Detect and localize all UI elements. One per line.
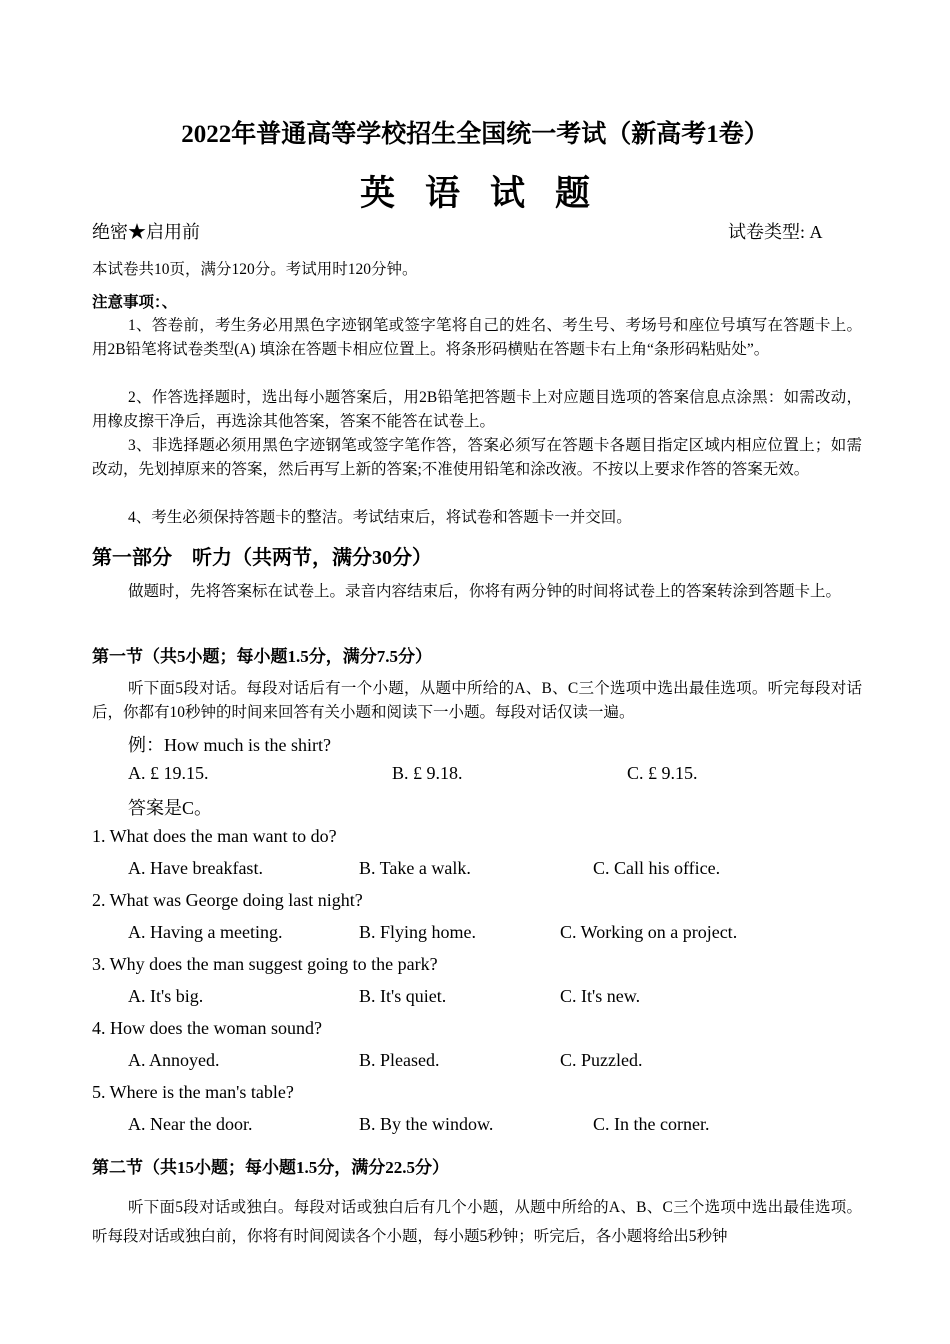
section2-instruction: 听下面5段对话或独白。每段对话或独白后有几个小题，从题中所给的A、B、C三个选项中选出最佳选项。听每段对话或独白前，你将有时间阅读各个小题，每小题5秒钟；听完后，各小题将给出5秒钟: [92, 1199, 862, 1245]
note-3: 3、非选择题必须用黑色字迹钢笔或签字笔作答，答案必须写在答题卡各题目指定区域内相应位置上；如需改动，先划掉原来的答案，然后再写上新的答案;不准使用铅笔和涂改液。不按以上要求作答的答案无效。: [92, 437, 862, 478]
subject-title: 英语试题: [359, 174, 620, 213]
exam-title: 2022年普通高等学校招生全国统一考试（新高考1卷）: [181, 121, 769, 148]
question-4-option-b: B. Pleased.: [359, 1050, 440, 1070]
question-2-option-c: C. Working on a project.: [560, 922, 738, 942]
example-option-a: A. £ 19.15.: [128, 763, 209, 783]
part1-instruction: 做题时，先将答案标在试卷上。录音内容结束后，你将有两分钟的时间将试卷上的答案转涂到答题卡上。: [128, 583, 842, 600]
question-4-option-a: A. Annoyed.: [128, 1050, 220, 1070]
question-1-option-c: C. Call his office.: [593, 858, 721, 878]
question-2-option-b: B. Flying home.: [359, 922, 477, 942]
example-option-c: C. £ 9.15.: [627, 763, 698, 783]
question-2: 2. What was George doing last night?: [92, 890, 363, 910]
question-5-option-a: A. Near the door.: [128, 1114, 253, 1134]
example-answer: 答案是C。: [128, 798, 213, 818]
question-3-option-a: A. It's big.: [128, 986, 204, 1006]
exam-summary: 本试卷共10页，满分120分。考试用时120分钟。: [92, 261, 418, 278]
question-3-option-b: B. It's quiet.: [359, 986, 447, 1006]
section2-heading: 第二节（共15小题；每小题1.5分，满分22.5分）: [92, 1158, 449, 1177]
question-2-option-a: A. Having a meeting.: [128, 922, 283, 942]
part1-heading: 第一部分 听力（共两节，满分30分）: [92, 547, 432, 569]
example-question: 例：How much is the shirt?: [128, 735, 331, 755]
note-1: 1、答卷前，考生务必用黑色字迹钢笔或签字笔将自己的姓名、考生号、考场号和座位号填写在答题卡上。用2B铅笔将试卷类型(A) 填涂在答题卡相应位置上。将条形码横贴在答题卡右上角“条形码粘贴处”。: [92, 317, 862, 358]
example-option-b: B. £ 9.18.: [392, 763, 463, 783]
question-1-option-a: A. Have breakfast.: [128, 858, 263, 878]
secret-label: 绝密★启用前: [92, 222, 200, 242]
question-1: 1. What does the man want to do?: [92, 826, 337, 846]
question-5: 5. Where is the man's table?: [92, 1082, 294, 1102]
note-2: 2、作答选择题时，选出每小题答案后，用2B铅笔把答题卡上对应题目选项的答案信息点涂黑：如需改动，用橡皮擦干净后，再选涂其他答案，答案不能答在试卷上。: [92, 389, 862, 430]
question-1-option-b: B. Take a walk.: [359, 858, 471, 878]
paper-type: 试卷类型: A: [728, 222, 823, 242]
question-5-option-b: B. By the window.: [359, 1114, 494, 1134]
question-5-option-c: C. In the corner.: [593, 1114, 710, 1134]
question-3: 3. Why does the man suggest going to the park?: [92, 954, 438, 974]
question-4: 4. How does the woman sound?: [92, 1018, 322, 1038]
section1-heading: 第一节（共5小题；每小题1.5分，满分7.5分）: [92, 647, 432, 666]
notes-heading: 注意事项：、: [92, 294, 178, 311]
note-4: 4、考生必须保持答题卡的整洁。考试结束后，将试卷和答题卡一并交回。: [128, 509, 632, 526]
question-3-option-c: C. It's new.: [560, 986, 641, 1006]
section1-instruction: 听下面5段对话。每段对话后有一个小题，从题中所给的A、B、C三个选项中选出最佳选项。听完每段对话后，你都有10秒钟的时间来回答有关小题和阅读下一小题。每段对话仅读一遍。: [92, 680, 862, 721]
question-4-option-c: C. Puzzled.: [560, 1050, 643, 1070]
